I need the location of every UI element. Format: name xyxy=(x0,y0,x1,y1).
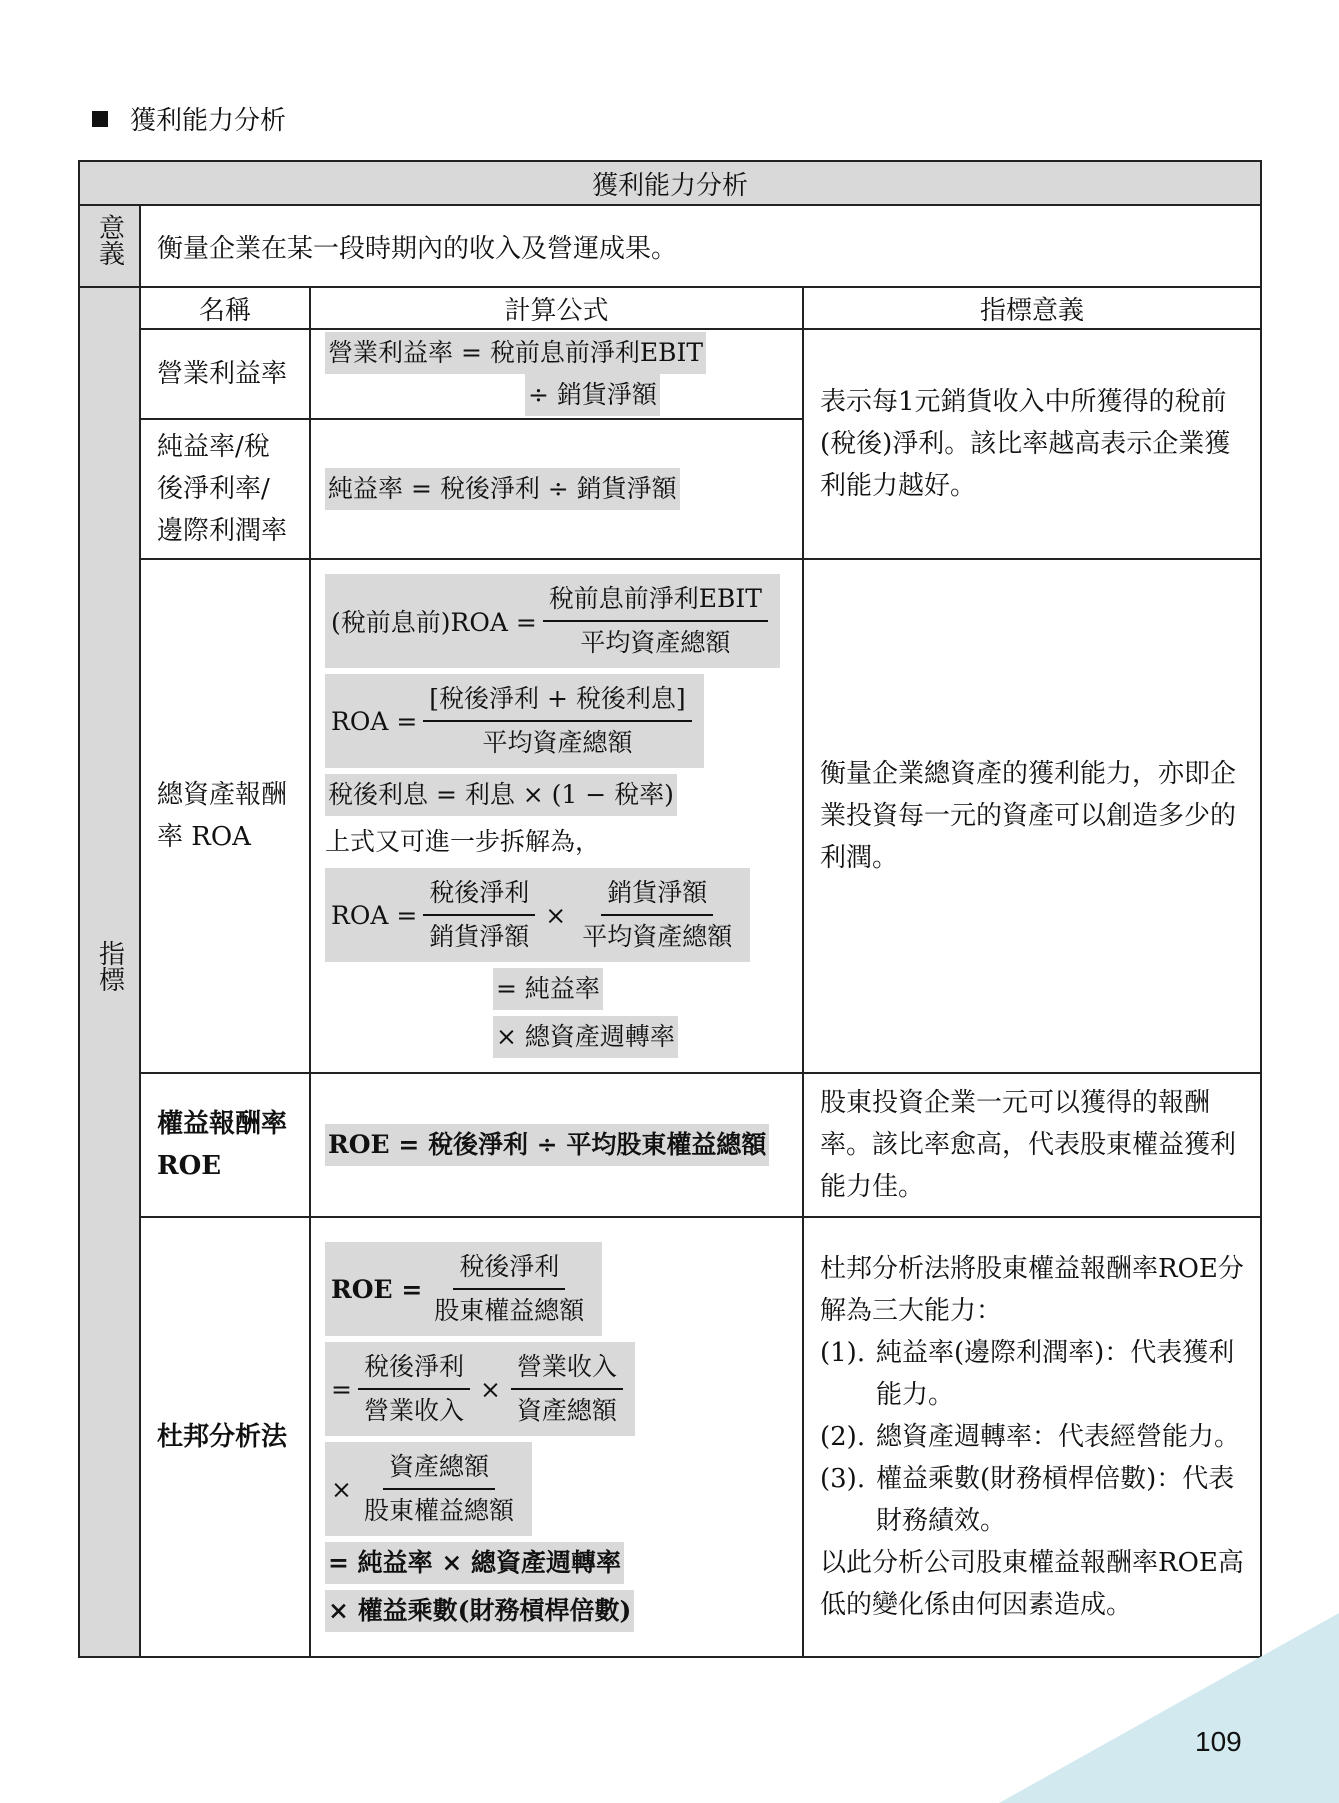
dupont-formula-4: = 純益率 × 總資產週轉率 xyxy=(325,1542,624,1584)
page-number: 109 xyxy=(1195,1726,1242,1757)
meaning-label: 意義 xyxy=(79,205,140,287)
section-heading-text: 獲利能力分析 xyxy=(130,106,287,136)
dupont-formula-5: × 權益乘數(財務槓桿倍數) xyxy=(325,1590,634,1632)
meaning-text: 衡量企業在某一段時期內的收入及營運成果。 xyxy=(140,205,1261,287)
meaning-margin: 表示每1元銷貨收入中所獲得的稅前(稅後)淨利。該比率越高表示企業獲利能力越好。 xyxy=(803,329,1261,559)
formula-dupont xyxy=(310,1217,803,1657)
dupont-meaning-intro: 杜邦分析法將股東權益報酬率ROE分解為三大能力： xyxy=(820,1254,1244,1326)
name-operating-margin: 營業利益率 xyxy=(140,329,310,419)
dupont-formula-1: ROE = $\frac{\text{稅後淨利}}{\text{股東權益總額}}$ xyxy=(325,1242,602,1336)
dupont-formula-3: × $\frac{\text{資產總額}}{\text{股東權益總額}}$ xyxy=(325,1442,532,1536)
roa-formula-3: 稅後利息 = 利息 × (1 − 稅率) xyxy=(325,774,677,816)
list-item: (2). 總資產週轉率：代表經營能力。 xyxy=(820,1422,1241,1452)
meaning-dupont xyxy=(803,1217,1261,1657)
list-item: (3). 權益乘數(財務槓桿倍數)：代表財務績效。 xyxy=(820,1464,1235,1536)
name-net-margin: 純益率/稅後淨利率/邊際利潤率 xyxy=(140,419,310,559)
table-title: 獲利能力分析 xyxy=(79,161,1261,205)
formula-net-margin: 純益率 = 稅後淨利 ÷ 銷貨淨額 xyxy=(310,419,803,559)
dupont-formula-2: = $\frac{\text{稅後淨利}}{\text{營業收入}}$ × $\frac{\text{營業收入}}{\text{資產總額}}$ xyxy=(325,1342,635,1436)
header-name: 名稱 xyxy=(140,287,310,329)
name-roe: 權益報酬率 ROE xyxy=(140,1073,310,1217)
square-bullet-icon xyxy=(92,111,108,127)
roa-formula-7: × 總資產週轉率 xyxy=(493,1016,678,1058)
header-formula: 計算公式 xyxy=(310,287,803,329)
name-dupont: 杜邦分析法 xyxy=(140,1217,310,1657)
formula-roa xyxy=(310,559,803,1073)
formula-operating-margin: 營業利益率 = 稅前息前淨利EBIT ÷ 銷貨淨額 xyxy=(310,329,803,419)
meaning-roe: 股東投資企業一元可以獲得的報酬率。該比率愈高，代表股東權益獲利能力佳。 xyxy=(803,1073,1261,1217)
header-meaning: 指標意義 xyxy=(803,287,1261,329)
section-heading xyxy=(92,100,286,137)
roa-formula-6: = 純益率 xyxy=(493,968,603,1010)
profitability-table xyxy=(78,160,1262,1658)
dupont-meaning-outro: 以此分析公司股東權益報酬率ROE高低的變化係由何因素造成。 xyxy=(820,1548,1244,1620)
roa-formula-5: ROA = $\frac{\text{稅後淨利}}{\text{銷貨淨額}}$ × $\frac{\text{銷貨淨額}}{\text{平均資產總額}}$ xyxy=(325,868,750,962)
roa-formula-4: 上式又可進一步拆解為， xyxy=(325,827,601,856)
corner-decoration xyxy=(739,1613,1339,1803)
roa-formula-1: (稅前息前)ROA = $\frac{\text{稅前息前淨利EBIT}}{\text{平均資產總額}}$ xyxy=(325,574,780,668)
roa-formula-2: ROA = $\frac{\text{[稅後淨利 + 稅後利息]}}{\text{平均資產總額}}$ xyxy=(325,674,704,768)
name-roa: 總資產報酬率 ROA xyxy=(140,559,310,1073)
formula-roe: ROE = 稅後淨利 ÷ 平均股東權益總額 xyxy=(310,1073,803,1217)
meaning-roa: 衡量企業總資產的獲利能力，亦即企業投資每一元的資產可以創造多少的利潤。 xyxy=(803,559,1261,1073)
list-item: (1). 純益率(邊際利潤率)：代表獲利能力。 xyxy=(820,1338,1235,1410)
indicator-label: 指標 xyxy=(79,287,140,1657)
